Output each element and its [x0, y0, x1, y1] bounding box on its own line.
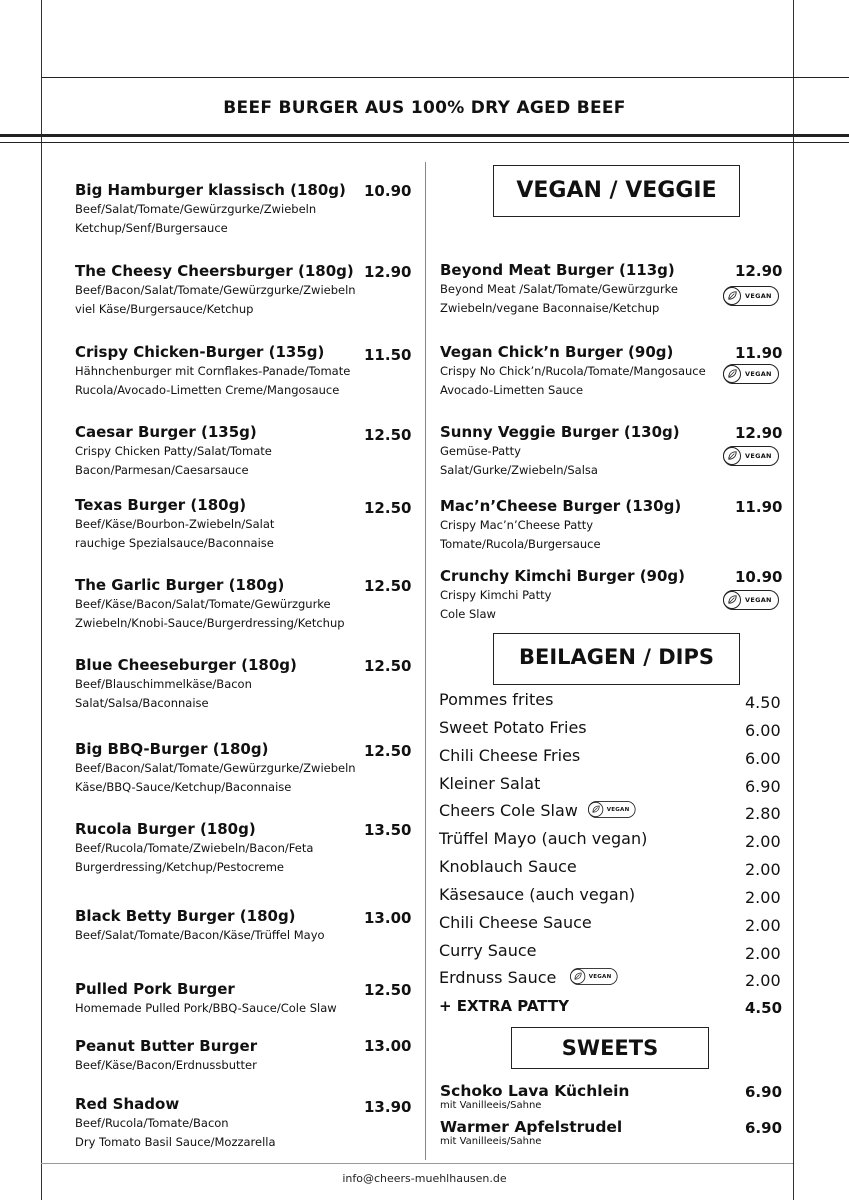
- burger-description: Zwiebeln/Knobi-Sauce/Burgerdressing/Ketchup: [75, 616, 345, 630]
- sweet-item-name: Schoko Lava Küchlein: [440, 1082, 630, 1100]
- vegan-item: [440, 343, 706, 400]
- frame-left-line: [41, 0, 42, 1200]
- burger-price: 13.00: [364, 909, 412, 927]
- burger-description: Hähnchenburger mit Cornflakes-Panade/Tomate: [75, 364, 351, 378]
- vegan-item-name: Mac’n’Cheese Burger (130g): [440, 497, 682, 515]
- burger-price: 13.90: [364, 1098, 412, 1116]
- side-item-name: Knoblauch Sauce: [439, 857, 577, 876]
- burger-item: [75, 740, 356, 797]
- footer-email: info@cheers-muehlhausen.de: [342, 1172, 507, 1185]
- side-item-price: 4.50: [745, 693, 781, 712]
- vegan-item-description: Zwiebeln/vegane Baconnaise/Ketchup: [440, 301, 660, 315]
- burger-price: 12.50: [364, 426, 412, 444]
- burger-price: 12.50: [364, 577, 412, 595]
- side-item-price: 2.00: [745, 860, 781, 879]
- leaf-icon: [723, 591, 741, 609]
- sides-section-title: BEILAGEN / DIPS: [518, 645, 714, 669]
- footer-line: [41, 1163, 793, 1164]
- vegan-item-description: Crispy Kimchi Patty: [440, 588, 552, 602]
- burger-description: Beef/Bacon/Salat/Tomate/Gewürzgurke/Zwiebeln: [75, 283, 356, 297]
- side-item-name: Trüffel Mayo (auch vegan): [439, 829, 648, 848]
- side-item-name: Curry Sauce: [439, 941, 537, 960]
- side-item-name: Kleiner Salat: [439, 774, 541, 793]
- side-item-price: 2.00: [745, 832, 781, 851]
- burger-name: Big Hamburger klassisch (180g): [75, 181, 346, 199]
- vegan-item-name: Sunny Veggie Burger (130g): [440, 423, 680, 441]
- vegan-badge: [723, 446, 779, 466]
- burger-description: Rucola/Avocado-Limetten Creme/Mangosauce: [75, 383, 340, 397]
- burger-item: [75, 576, 345, 633]
- burger-description: Beef/Salat/Tomate/Bacon/Käse/Trüffel Mayo: [75, 928, 325, 942]
- sweets-section-title: SWEETS: [561, 1036, 659, 1060]
- vegan-badge-label: VEGAN: [745, 596, 772, 604]
- vegan-badge: [570, 968, 617, 985]
- vegan-item-description: Crispy No Chick’n/Rucola/Tomate/Mangosauce: [440, 364, 706, 378]
- vegan-item: [440, 261, 678, 318]
- burger-description: Beef/Salat/Tomate/Gewürzgurke/Zwiebeln: [75, 202, 317, 216]
- burger-description: Homemade Pulled Pork/BBQ-Sauce/Cole Slaw: [75, 1001, 337, 1015]
- vegan-item-price: 12.90: [735, 262, 783, 280]
- burger-name: The Cheesy Cheersburger (180g): [75, 262, 354, 280]
- frame-top-line: [41, 77, 849, 78]
- burger-name: Pulled Pork Burger: [75, 980, 235, 998]
- sweet-item: [440, 1118, 622, 1148]
- side-item-name: Sweet Potato Fries: [439, 718, 587, 737]
- vegan-badge-label: VEGAN: [745, 292, 772, 300]
- leaf-icon: [723, 447, 741, 465]
- side-item-name: Chili Cheese Fries: [439, 746, 581, 765]
- vegan-item-description: Salat/Gurke/Zwiebeln/Salsa: [440, 463, 598, 477]
- burger-price: 12.50: [364, 657, 412, 675]
- vegan-item-price: 12.90: [735, 424, 783, 442]
- vegan-badge-label: VEGAN: [606, 806, 630, 813]
- burger-item: [75, 1037, 257, 1075]
- sweet-item-price: 6.90: [745, 1083, 783, 1101]
- side-item-name: + EXTRA PATTY: [439, 997, 569, 1015]
- vegan-item-description: Cole Slaw: [440, 607, 496, 621]
- leaf-icon: [723, 365, 741, 383]
- column-divider: [425, 162, 426, 1160]
- burger-description: Bacon/Parmesan/Caesarsauce: [75, 463, 249, 477]
- vegan-item: [440, 497, 681, 554]
- burger-item: [75, 343, 350, 400]
- burger-item: [75, 820, 313, 877]
- frame-right-line: [793, 0, 794, 1200]
- burger-description: Salat/Salsa/Baconnaise: [75, 696, 209, 710]
- burger-price: 13.00: [364, 1037, 412, 1055]
- vegan-badge-label: VEGAN: [745, 370, 772, 378]
- vegan-item-description: Crispy Mac’n’Cheese Patty: [440, 518, 594, 532]
- title-underline-thin: [0, 142, 849, 143]
- vegan-item: [440, 567, 685, 624]
- burger-item: [75, 262, 356, 319]
- burger-description: Beef/Rucola/Tomate/Bacon: [75, 1116, 229, 1130]
- side-item-price: 6.90: [745, 777, 781, 796]
- sweet-item-description: mit Vanilleeis/Sahne: [440, 1100, 542, 1111]
- burger-price: 12.90: [364, 263, 412, 281]
- vegan-item-name: Beyond Meat Burger (113g): [440, 261, 675, 279]
- vegan-item-description: Beyond Meat /Salat/Tomate/Gewürzgurke: [440, 282, 679, 296]
- vegan-item: [440, 423, 680, 480]
- burger-item: [75, 980, 337, 1018]
- burger-description: Beef/Blauschimmelkäse/Bacon: [75, 677, 252, 691]
- burger-price: 13.50: [364, 821, 412, 839]
- side-item-price: 6.00: [745, 749, 781, 768]
- vegan-badge-label: VEGAN: [745, 452, 772, 460]
- vegan-item-price: 11.90: [735, 344, 783, 362]
- burger-name: Red Shadow: [75, 1095, 180, 1113]
- burger-description: Beef/Rucola/Tomate/Zwiebeln/Bacon/Feta: [75, 841, 314, 855]
- sweet-item-name: Warmer Apfelstrudel: [440, 1118, 623, 1136]
- burger-price: 12.50: [364, 742, 412, 760]
- side-item-price: 4.50: [745, 999, 783, 1017]
- burger-item: [75, 181, 346, 238]
- burger-name: Black Betty Burger (180g): [75, 907, 296, 925]
- vegan-item-description: Gemüse-Patty: [440, 444, 521, 458]
- title-underline-thick: [0, 134, 849, 137]
- burger-description: Burgerdressing/Ketchup/Pestocreme: [75, 860, 285, 874]
- vegan-badge: [723, 590, 779, 610]
- side-item-name: Cheers Cole Slaw: [439, 801, 578, 820]
- burger-description: Crispy Chicken Patty/Salat/Tomate: [75, 444, 272, 458]
- side-item-name: Pommes frites: [439, 690, 554, 709]
- vegan-badge: [723, 286, 779, 306]
- side-item-name: Käsesauce (auch vegan): [439, 885, 636, 904]
- burger-name: Peanut Butter Burger: [75, 1037, 258, 1055]
- leaf-icon: [570, 968, 585, 983]
- burger-name: Crispy Chicken-Burger (135g): [75, 343, 325, 361]
- vegan-item-name: Vegan Chick’n Burger (90g): [440, 343, 674, 361]
- leaf-icon: [723, 287, 741, 305]
- side-item-price: 2.00: [745, 888, 781, 907]
- burger-name: The Garlic Burger (180g): [75, 576, 285, 594]
- burger-item: [75, 656, 297, 713]
- vegan-item-price: 10.90: [735, 568, 783, 586]
- burger-name: Caesar Burger (135g): [75, 423, 257, 441]
- burger-description: Beef/Käse/Bourbon-Zwiebeln/Salat: [75, 517, 275, 531]
- burger-description: rauchige Spezialsauce/Baconnaise: [75, 536, 274, 550]
- sweet-item-price: 6.90: [745, 1119, 783, 1137]
- side-item-price: 6.00: [745, 721, 781, 740]
- side-item-price: 2.00: [745, 944, 781, 963]
- sweet-item: [440, 1082, 629, 1112]
- burger-price: 12.50: [364, 981, 412, 999]
- vegan-item-name: Crunchy Kimchi Burger (90g): [440, 567, 686, 585]
- burger-item: [75, 496, 274, 553]
- burger-item: [75, 423, 272, 480]
- burger-description: Käse/BBQ-Sauce/Ketchup/Baconnaise: [75, 780, 292, 794]
- burger-description: viel Käse/Burgersauce/Ketchup: [75, 302, 254, 316]
- vegan-item-description: Tomate/Rucola/Burgersauce: [440, 537, 601, 551]
- side-item-price: 2.00: [745, 971, 781, 990]
- side-item-name: Chili Cheese Sauce: [439, 913, 592, 932]
- side-item-price: 2.80: [745, 804, 781, 823]
- burger-description: Beef/Bacon/Salat/Tomate/Gewürzgurke/Zwiebeln: [75, 761, 356, 775]
- burger-description: Beef/Käse/Bacon/Erdnussbutter: [75, 1058, 257, 1072]
- vegan-badge: [723, 364, 779, 384]
- burger-price: 11.50: [364, 346, 412, 364]
- side-item-name: Erdnuss Sauce: [439, 968, 557, 987]
- leaf-icon: [588, 801, 603, 816]
- burger-name: Rucola Burger (180g): [75, 820, 256, 838]
- vegan-section-title: VEGAN / VEGGIE: [516, 178, 717, 203]
- burger-item: [75, 1095, 276, 1152]
- burger-name: Texas Burger (180g): [75, 496, 247, 514]
- burger-description: Beef/Käse/Bacon/Salat/Tomate/Gewürzgurke: [75, 597, 331, 611]
- burger-description: Ketchup/Senf/Burgersauce: [75, 221, 228, 235]
- burger-name: Big BBQ-Burger (180g): [75, 740, 269, 758]
- sweet-item-description: mit Vanilleeis/Sahne: [440, 1136, 542, 1147]
- burger-description: Dry Tomato Basil Sauce/Mozzarella: [75, 1135, 276, 1149]
- vegan-item-description: Avocado-Limetten Sauce: [440, 383, 584, 397]
- burger-price: 10.90: [364, 182, 412, 200]
- burger-name: Blue Cheeseburger (180g): [75, 656, 297, 674]
- page-title: BEEF BURGER AUS 100% DRY AGED BEEF: [223, 98, 626, 118]
- burger-price: 12.50: [364, 499, 412, 517]
- vegan-badge-label: VEGAN: [588, 973, 612, 980]
- burger-item: [75, 907, 325, 945]
- vegan-item-price: 11.90: [735, 498, 783, 516]
- vegan-badge: [588, 801, 635, 818]
- side-item-price: 2.00: [745, 916, 781, 935]
